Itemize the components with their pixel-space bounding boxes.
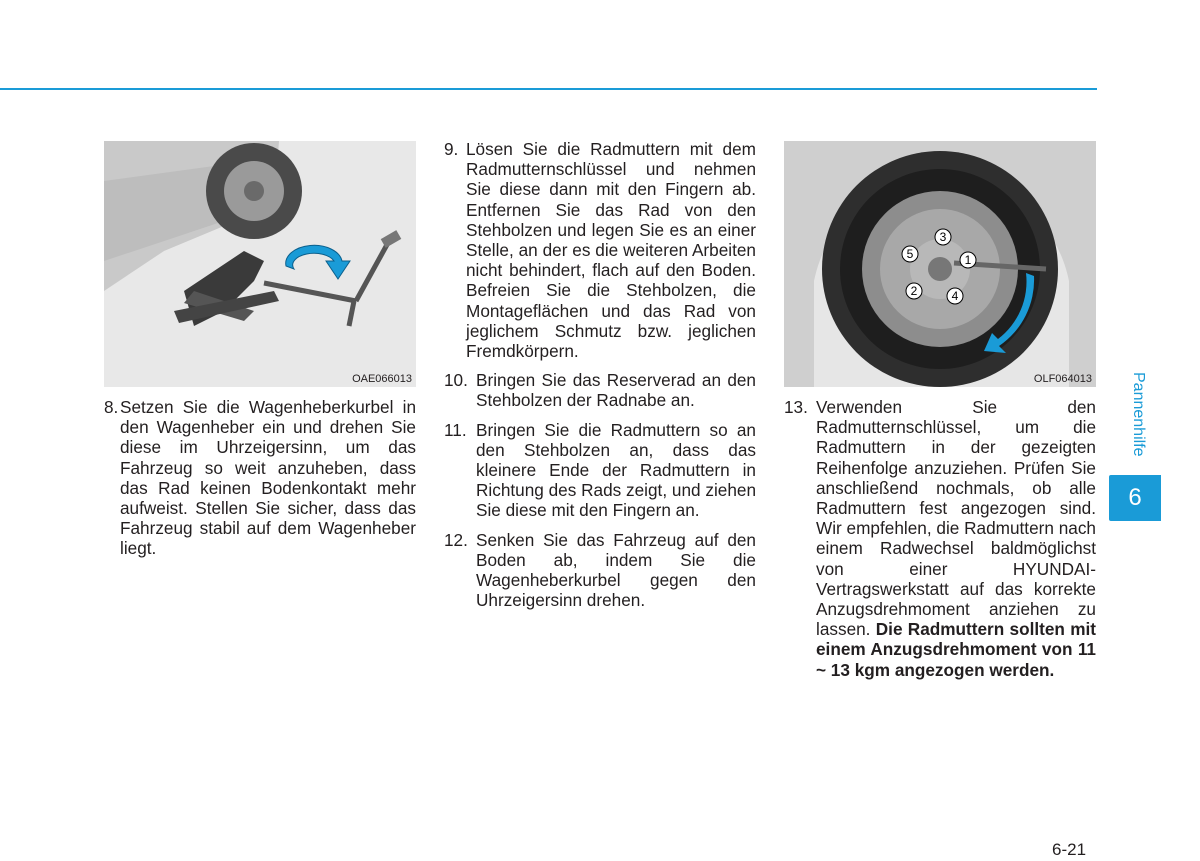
jack-illustration <box>104 141 416 387</box>
step-number: 11. <box>444 419 467 440</box>
nut-label-3: 3 <box>939 230 947 244</box>
page-number: 6-21 <box>1052 840 1087 859</box>
step-number: 13. <box>784 397 808 417</box>
figure-code: OLF064013 <box>1033 373 1092 385</box>
wheel-illustration <box>784 141 1096 387</box>
torque-warning: Die Radmuttern sollten mit einem Anzugsdrehmoment von 11 ~ 13 kgm angezogen werden. <box>816 619 1096 680</box>
column-left <box>104 397 416 568</box>
section-side-label: Pannenhilfe <box>1130 372 1147 457</box>
chapter-tab: 6 <box>1109 475 1161 521</box>
figure-code: OAE066013 <box>352 373 412 385</box>
step-number: 9. <box>444 139 459 159</box>
column-middle <box>444 139 756 619</box>
step-number: 12. <box>444 529 468 550</box>
step-8 <box>104 397 416 559</box>
nut-label-1: 1 <box>964 253 972 267</box>
step-text <box>816 397 1096 680</box>
step-text: Lösen Sie die Radmuttern mit dem Radmutternschlüssel und nehmen Sie diese dann mit den Fingern ab. Entfernen Sie das Rad von den Stehbolzen und legen Sie es an einer Stelle, an der es die weiteren Arbeiten nicht behindert, flach auf den Boden. Befreien Sie die Stehbolzen, die Montageflächen und das Rad von jeglichem Schmutz bzw. jeglichen Fremdkörpern. <box>466 139 756 362</box>
step-text-regular: Verwenden Sie den Radmutternschlüssel, um die Radmuttern in der gezeigten Reihenfolge anzuziehen. Prüfen Sie anschließend nochmals, ob alle Radmuttern fest angezogen sind. Wir empfehlen, die Radmuttern nach einem Radwechsel baldmöglichst von einer HYUNDAI-Vertragswerkstatt auf das korrekte Anzugsdrehmoment anziehen zu lassen. <box>816 397 1096 640</box>
figure-jack-crank <box>104 141 416 387</box>
step-9 <box>444 139 756 361</box>
figure-wheel-nuts <box>784 141 1096 387</box>
nut-label-4: 4 <box>951 289 959 303</box>
step-number: 10. <box>444 370 468 391</box>
nut-label-2: 2 <box>910 284 918 298</box>
step-10 <box>444 370 756 410</box>
step-text: Senken Sie das Fahrzeug auf den Boden ab, indem Sie die Wagenheberkurbel gegen den Uhrzeigersinn drehen. <box>476 529 756 611</box>
header-rule <box>0 88 1097 90</box>
step-12 <box>444 530 756 611</box>
column-right <box>784 397 1096 689</box>
step-11 <box>444 420 756 521</box>
step-number: 8. <box>104 397 119 417</box>
step-text: Setzen Sie die Wagenheberkurbel in den Wagenheber ein und drehen Sie diese im Uhrzeigersinn, um das Fahrzeug so weit anzuheben, dass das Rad keinen Bodenkontakt mehr aufweist. Stellen Sie sicher, dass das Fahrzeug stabil auf dem Wagenheber liegt. <box>120 397 416 559</box>
step-text: Bringen Sie die Radmuttern so an den Stehbolzen an, dass das kleinere Ende der Radmuttern in Richtung des Rads zeigt, und ziehen Sie diese mit den Fingern an. <box>476 419 756 521</box>
nut-label-5: 5 <box>906 247 914 261</box>
step-text: Bringen Sie das Reserverad an den Stehbolzen der Radnabe an. <box>476 370 756 411</box>
step-13 <box>784 397 1096 680</box>
